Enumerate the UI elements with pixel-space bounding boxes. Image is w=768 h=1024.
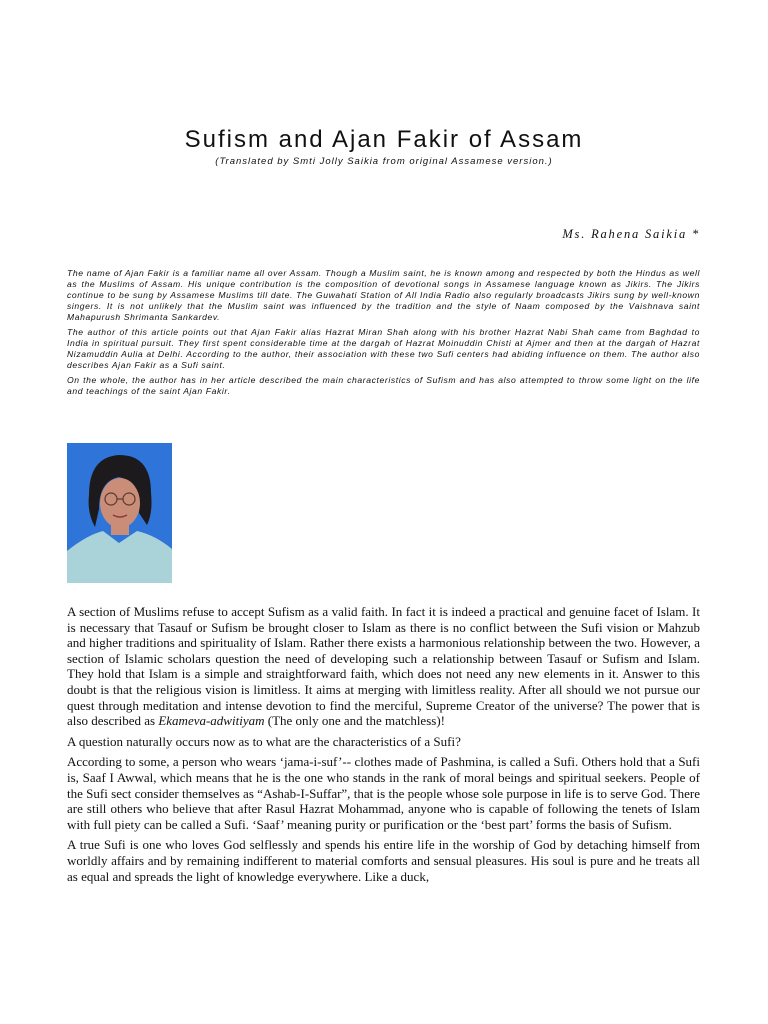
sanskrit-term: Ekameva-adwitiyam [158, 713, 265, 729]
body-paragraph: A question naturally occurs now as to what are the characteristics of a Sufi? [67, 733, 461, 749]
abstract-paragraph: The author of this article points out that Ajan Fakir alias Hazrat Miran Shah along with his brother Hazrat Nabi Shah came from Baghdad to India in spiritual pursuit. They first spent considerable time at the dargah of Hazrat Moinuddin Chisti at Ajmer and then at the dargah of Hazrat Nizamuddin Aulia at Delhi. According to the author, their association with these two Sufi centers had abiding influence on them. The author also describes Ajan Fakir as a Sufi saint. [67, 327, 700, 370]
author-photo [67, 443, 172, 583]
body-paragraph: According to some, a person who wears ‘jama-i-suf’-- clothes made of Pashmina, is called a Sufi. Others hold that a Sufi is, Saaf I Awwal, which means that he is the one who stands in the rank of moral beings and spiritual seekers. People of the Sufi sect consider themselves as “Ashab-I-Suffar”, that is the people whose sole purpose in life is to serve God. There are still others who believe that after Rasul Hazrat Mohammad, anyone who is capable of following the tenets of Islam with full piety can be called a Sufi. ‘Saaf’ meaning purity or purification or the ‘best part’ forms the basis of Sufism. [67, 754, 700, 832]
abstract-paragraph: The name of Ajan Fakir is a familiar name all over Assam. Though a Muslim saint, he is known among and respected by both the Hindus as well as the Muslims of Assam. His unique contribution is the composition of devotional songs in Assamese language known as Jikirs. The Jikirs continue to be sung by Assamese Muslims till date. The Guwahati Station of All India Radio also regularly broadcasts Jikirs sung by well-known singers. It is not unlikely that the Muslim saint was influenced by the tradition and the style of Naam composed by the Vaishnava saint Mahapurush Shrimanta Sankardev. [67, 268, 700, 322]
body-paragraph: A true Sufi is one who loves God selflessly and spends his entire life in the worship of God by detaching himself from worldly affairs and by remaining indifferent to material comforts and sensual pleasures. His soul is pure and he treats all as equal and spreads the light of knowledge everywhere. Like a duck, [67, 837, 700, 884]
article-body [67, 604, 700, 889]
article-title: Sufism and Ajan Fakir of Assam [184, 126, 584, 153]
abstract [67, 268, 700, 401]
author-portrait-image [67, 443, 172, 583]
body-text-span: (The only one and the matchless)! [264, 713, 445, 729]
author-name: Ms. Rahena Saikia * [562, 227, 700, 241]
article-subtitle: (Translated by Smti Jolly Saikia from original Assamese version.) [215, 156, 553, 167]
abstract-paragraph: On the whole, the author has in her article described the main characteristics of Sufism and has also attempted to throw some light on the life and teachings of the saint Ajan Fakir. [67, 375, 700, 396]
body-paragraph [67, 604, 700, 729]
body-text-span: A section of Muslims refuse to accept Sufism as a valid faith. In fact it is indeed a practical and genuine facet of Islam. It is necessary that Tasauf or Sufism be brought closer to Islam as there is no conflict between the Sufi vision or Mahzub and higher traditions and spirituality of Islam. Rather there exists a harmonious relationship between the two. However, a section of Islamic scholars question the need of developing such a relationship between Tasauf or Sufism and Islam. They hold that Islam is a simple and straightforward faith, which does not need any new elements in it. Answer to this doubt is that the religious vision is limitless. It aims at merging with limitless reality. After all should we not pursue our quest through meditation and intense devotion to find the merciful, Supreme Creator of the universe? The power that is also described as [67, 604, 700, 729]
